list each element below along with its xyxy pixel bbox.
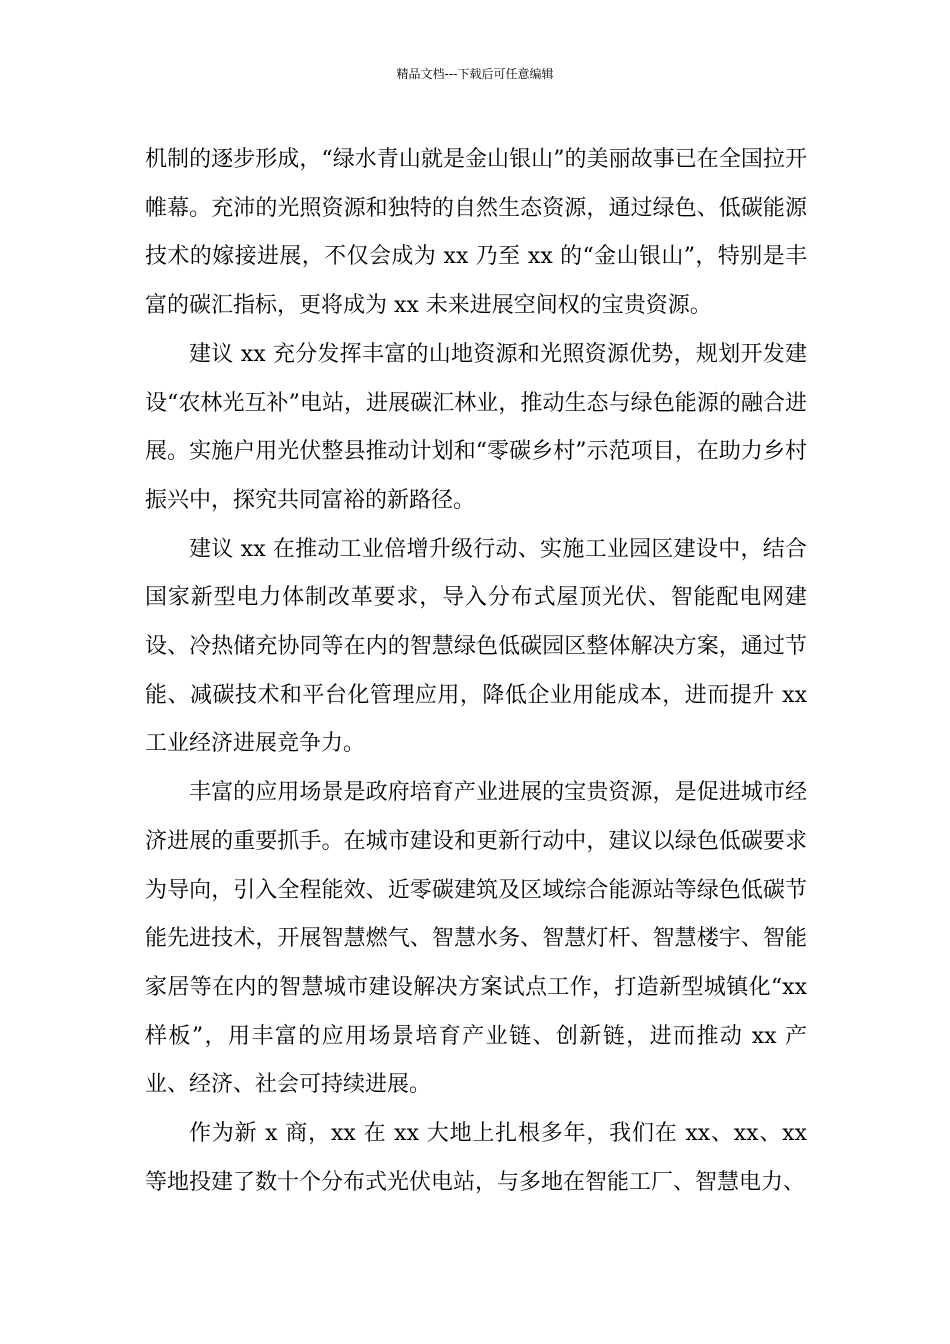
paragraph: 丰富的应用场景是政府培育产业进展的宝贵资源，是促进城市经济进展的重要抓手。在城市建设和更新行动中，建议以绿色低碳要求为导向，引入全程能效、近零碳建筑及区域综合能源站等绿色低碳节能先进技术，开展智慧燃气、智慧水务、智慧灯杆、智慧楼宇、智能家居等在内的智慧城市建设解决方案试点工作，打造新型城镇化“xx 样板”，用丰富的应用场景培育产业链、创新链，进而推动 xx 产业、经济、社会可持续进展。 bbox=[145, 780, 807, 1098]
document-body bbox=[145, 136, 807, 1207]
paragraph: 建议 xx 充分发挥丰富的山地资源和光照资源优势，规划开发建设“农林光互补”电站，进展碳汇林业，推动生态与绿色能源的融合进展。实施户用光伏整县推动计划和“零碳乡村”示范项目，在助力乡村振兴中，探究共同富裕的新路径。 bbox=[145, 341, 807, 513]
paragraph-continuation: 机制的逐步形成，“绿水青山就是金山银山”的美丽故事已在全国拉开帷幕。充沛的光照资源和独特的自然生态资源，通过绿色、低碳能源技术的嫁接进展，不仅会成为 xx 乃至 xx 的“金山银山”，特别是丰富的碳汇指标，更将成为 xx 未来进展空间权的宝贵资源。 bbox=[145, 147, 807, 319]
paragraph: 建议 xx 在推动工业倍增升级行动、实施工业园区建设中，结合国家新型电力体制改革要求，导入分布式屋顶光伏、智能配电网建设、冷热储充协同等在内的智慧绿色低碳园区整体解决方案，通过节能、减碳技术和平台化管理应用，降低企业用能成本，进而提升 xx 工业经济进展竞争力。 bbox=[145, 536, 807, 757]
page-header: 精品文档---下载后可任意编辑 bbox=[396, 67, 554, 81]
paragraph: 作为新 x 商，xx 在 xx 大地上扎根多年，我们在 xx、xx、xx 等地投建了数十个分布式光伏电站，与多地在智能工厂、智慧电力、 bbox=[145, 1121, 807, 1195]
